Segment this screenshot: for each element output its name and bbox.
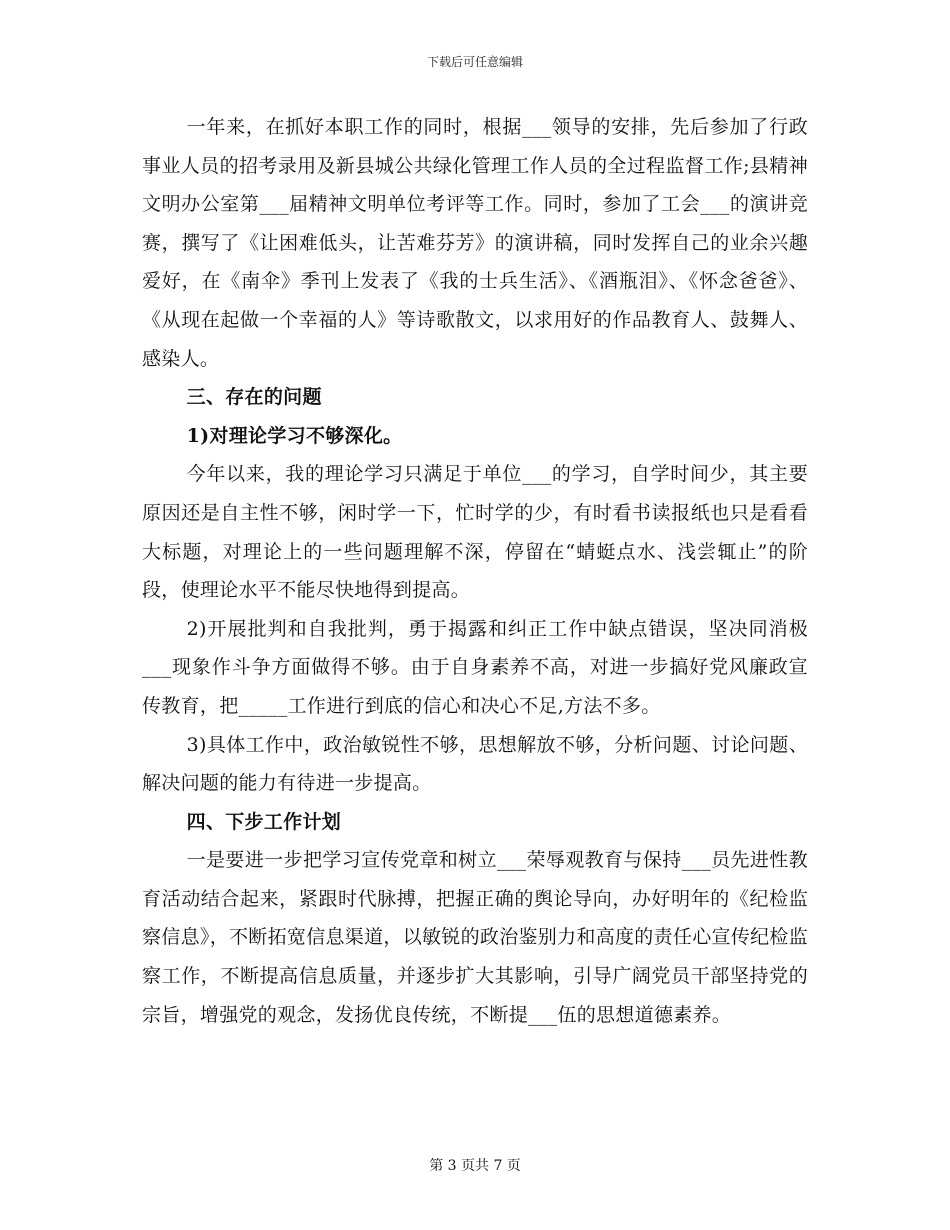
- paragraph-political-sensitivity: 3)具体工作中，政治敏锐性不够，思想解放不够，分析问题、讨论问题、解决问题的能力有待进一步提高。: [142, 733, 808, 795]
- paragraph-next-plan: 一是要进一步把学习宣传党章和树立___荣辱观教育与保持___员先进性教育活动结合起来，紧跟时代脉搏，把握正确的舆论导向，办好明年的《纪检监察信息》，不断拓宽信息渠道，以敏锐的政治鉴别力和高度的责任心宣传纪检监察工作，不断提高信息质量，并逐步扩大其影响，引导广阔党员干部坚持党的宗旨，增强党的观念，发扬优良传统，不断提___伍的思想道德素养。: [142, 849, 809, 1026]
- paragraph-annual-work: 一年来，在抓好本职工作的同时，根据___领导的安排，先后参加了行政事业人员的招考录用及新县城公共绿化管理工作人员的全过程监督工作;县精神文明办公室第___届精神文明单位考评等工作。同时，参加了工会___的演讲竞赛，撰写了《让困难低头，让苦难芬芳》的演讲稿，同时发挥自己的业余兴趣爱好，在《南伞》季刊上发表了《我的士兵生活》、《酒瓶泪》、《怀念爸爸》、《从现在起做一个幸福的人》等诗歌散文，以求用好的作品教育人、鼓舞人、感染人。: [142, 116, 808, 370]
- document-body: [142, 108, 808, 1034]
- page-header: 下载后可任意编辑: [426, 55, 523, 69]
- paragraph-theory-study: 今年以来，我的理论学习只满足于单位___的学习，自学时间少，其主要原因还是自主性不够，闲时学一下，忙时学的少，有时看书读报纸也只是看看大标题，对理论上的一些问题理解不深，停留在“蜻蜓点水、浅尝辄止”的阶段，使理论水平不能尽快地得到提高。: [142, 463, 808, 602]
- page-number-footer: 第 3 页共 7 页: [429, 1158, 521, 1174]
- section-heading-problems: 三、存在的问题: [186, 386, 322, 409]
- paragraph-criticism: 2)开展批判和自我批判，勇于揭露和纠正工作中缺点错误，坚决同消极___现象作斗争方面做得不够。由于自身素养不高，对进一步搞好党风廉政宣传教育，把_____工作进行到底的信心和决心不足,方法不多。: [142, 617, 808, 717]
- subheading-theory-study: 1)对理论学习不够深化。: [186, 424, 403, 447]
- section-heading-next-plan: 四、下步工作计划: [186, 810, 342, 833]
